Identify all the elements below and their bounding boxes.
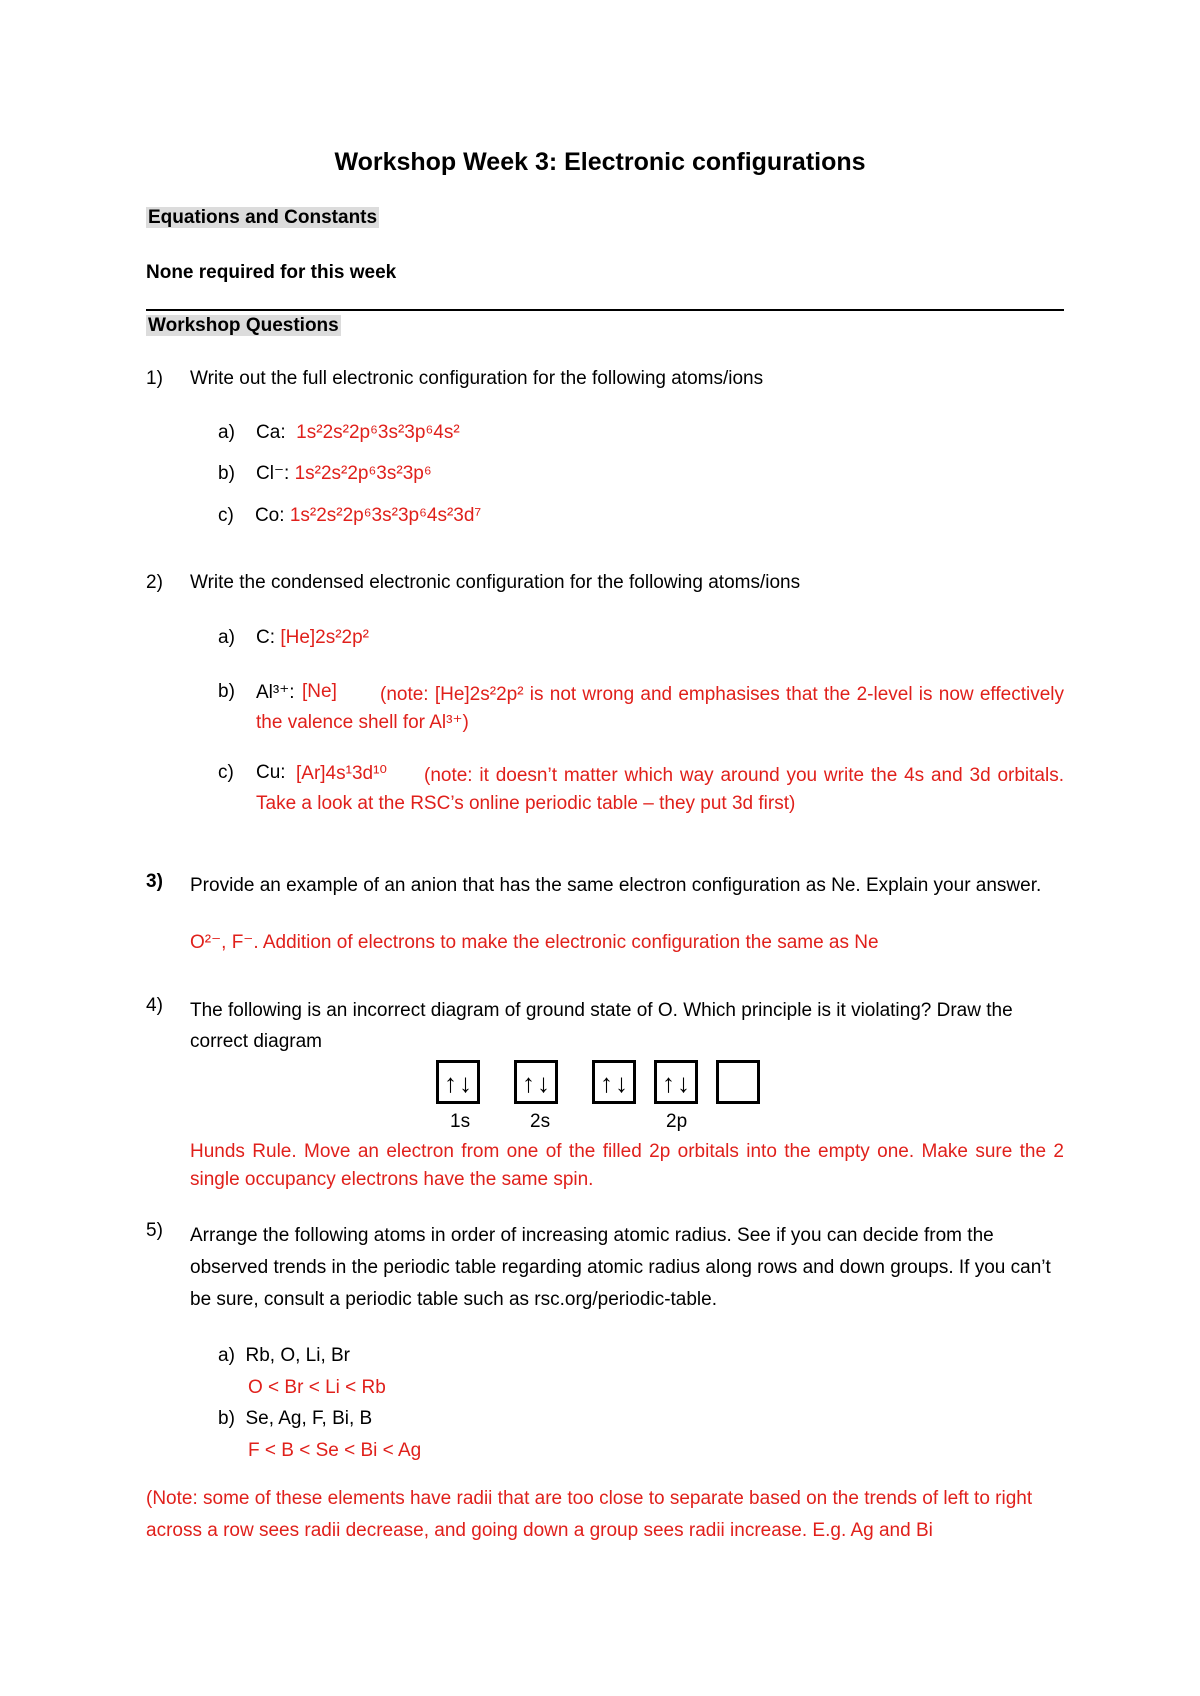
arrow-down-icon: ↓: [459, 1068, 472, 1098]
q1-number: 1): [146, 368, 163, 389]
arrow-up-icon: ↑: [444, 1068, 457, 1098]
q1c-label: c): [218, 505, 234, 526]
q1b: [218, 462, 432, 485]
q1-text: Write out the full electronic configuration for the following atoms/ions: [190, 368, 764, 389]
q5a-atoms: Rb, O, Li, Br: [245, 1345, 350, 1366]
q5-number: 5): [146, 1220, 163, 1241]
q5a: [218, 1345, 350, 1367]
q2a: [218, 627, 369, 649]
orbital-box-2p-2: [654, 1060, 698, 1104]
q1a-label: a): [218, 422, 235, 443]
arrow-down-icon: ↓: [615, 1068, 628, 1098]
q2c-config: [Ar]4s¹3d¹⁰: [296, 763, 388, 784]
q2c-species: Cu:: [256, 762, 286, 783]
none-required-text: None required for this week: [146, 262, 397, 283]
orbital-label-2p: 2p: [666, 1111, 688, 1132]
q3-answer: O²⁻, F⁻. Addition of electrons to make the electronic configuration the same as Ne: [190, 932, 879, 953]
q1a: [218, 422, 460, 444]
q5-note: (Note: some of these elements have radii that are too close to separate based on the trends of left to right across a row sees radii decrease, and going down a group sees radii increase. E.g. Ag and Bi: [146, 1488, 1033, 1541]
questions-heading: [146, 315, 341, 337]
arrow-down-icon: ↓: [677, 1068, 690, 1098]
q2c-note: (note: it doesn’t matter which way around you write the 4s and 3d orbitals. Take a look at the RSC’s online periodic table – they put 3d first): [256, 765, 1064, 814]
page-title: Workshop Week 3: Electronic configurations: [334, 148, 866, 176]
orbital-box-2p-3: [716, 1060, 760, 1104]
arrow-up-icon: ↑: [522, 1068, 535, 1098]
q5b: [218, 1408, 372, 1430]
q2-number: 2): [146, 572, 163, 593]
q1c: [218, 505, 481, 527]
q2b-label: b): [218, 681, 235, 702]
q5b-answer: F < B < Se < Bi < Ag: [248, 1440, 422, 1461]
q1a-species: Ca:: [256, 422, 286, 443]
q1a-config: 1s²2s²2p⁶3s²3p⁶4s²: [296, 422, 460, 443]
arrow-up-icon: ↑: [662, 1068, 675, 1098]
q1b-species: Cl⁻:: [256, 463, 290, 484]
orbital-box-2s: [514, 1060, 558, 1104]
q1b-config: 1s²2s²2p⁶3s²3p⁶: [294, 463, 432, 484]
q3-number: 3): [146, 871, 163, 892]
equations-heading: [146, 207, 379, 229]
questions-heading-text: Workshop Questions: [148, 315, 339, 336]
q2a-species: C:: [256, 627, 276, 648]
equations-heading-text: Equations and Constants: [148, 207, 378, 228]
q4-number: 4): [146, 995, 163, 1016]
q1c-species: Co:: [254, 505, 285, 526]
q5a-label: a): [218, 1345, 235, 1366]
q3-text: Provide an example of an anion that has the same electron configuration as Ne. Explain your answer.: [190, 875, 1042, 896]
q2b-config: [Ne]: [302, 681, 337, 702]
q2a-config: [He]2s²2p²: [280, 627, 370, 648]
q4-answer: Hunds Rule. Move an electron from one of the filled 2p orbitals into the empty one. Make sure the 2 single occupancy electrons have the same spin.: [190, 1141, 1064, 1190]
q2-text: Write the condensed electronic configuration for the following atoms/ions: [190, 572, 801, 593]
orbital-label-2s: 2s: [530, 1111, 551, 1132]
q5a-answer: O < Br < Li < Rb: [248, 1377, 386, 1398]
q5b-atoms: Se, Ag, F, Bi, B: [245, 1408, 373, 1429]
q2b-note: (note: [He]2s²2p² is not wrong and emphasises that the 2-level is now effectively the valence shell for Al³⁺): [256, 684, 1064, 733]
arrow-down-icon: ↓: [537, 1068, 550, 1098]
q4-text: The following is an incorrect diagram of ground state of O. Which principle is it violating? Draw the correct diagram: [190, 1000, 1013, 1052]
q2b-species: Al³⁺:: [256, 682, 295, 703]
orbital-box-2p-1: [592, 1060, 636, 1104]
q1c-config: 1s²2s²2p⁶3s²3p⁶4s²3d⁷: [289, 505, 482, 526]
arrow-up-icon: ↑: [600, 1068, 613, 1098]
q2c-label: c): [218, 762, 234, 783]
q5b-label: b): [218, 1408, 235, 1429]
q5-text: Arrange the following atoms in order of increasing atomic radius. See if you can decide from the observed trends in the periodic table regarding atomic radius along rows and down groups. If you can’t be sure, consult a periodic table such as rsc.org/periodic-table.: [190, 1225, 1051, 1310]
orbital-box-1s: [436, 1060, 480, 1104]
q2a-label: a): [218, 627, 235, 648]
orbital-label-1s: 1s: [450, 1111, 471, 1132]
q1b-label: b): [218, 463, 235, 484]
section-divider: [146, 309, 1064, 311]
